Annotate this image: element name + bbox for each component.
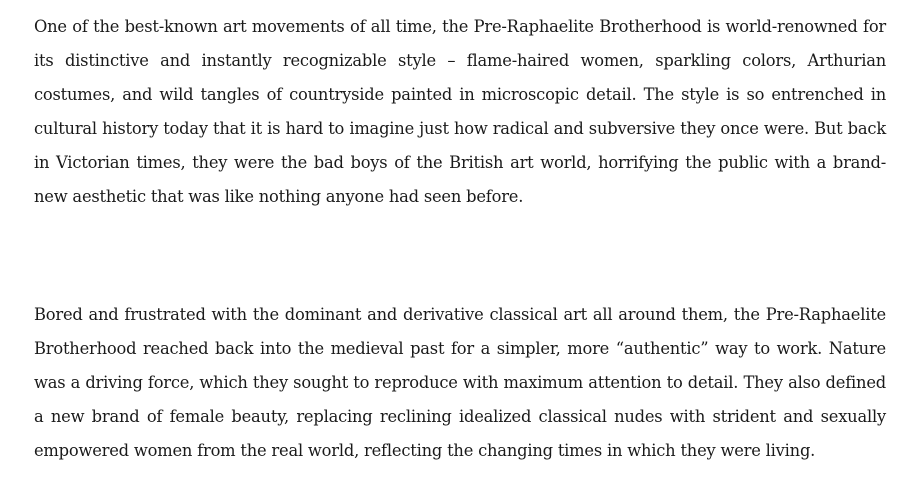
article-body (34, 10, 886, 468)
paragraph-background: Bored and frustrated with the dominant and derivative classical art all around them, the Pre-Raphaelite Brotherhood reached back into the medieval past for a simpler, more “authentic” way to work. Nature was a driving force, which they sought to reproduce with maximum attention to detail. They also defined a new brand of female beauty, replacing reclining idealized classical nudes with strident and sexually empowered women from the real world, reflecting the changing times in which they were living. (34, 305, 886, 460)
paragraph-intro: One of the best-known art movements of all time, the Pre-Raphaelite Brotherhood is world-renowned for its distinctive and instantly recognizable style – flame-haired women, sparkling colors, Arthurian costumes, and wild tangles of countryside painted in microscopic detail. The style is so entrenched in cultural history today that it is hard to imagine just how radical and subversive they once were. But back in Victorian times, they were the bad boys of the British art world, horrifying the public with a brand-new aesthetic that was like nothing anyone had seen before. (34, 17, 886, 206)
